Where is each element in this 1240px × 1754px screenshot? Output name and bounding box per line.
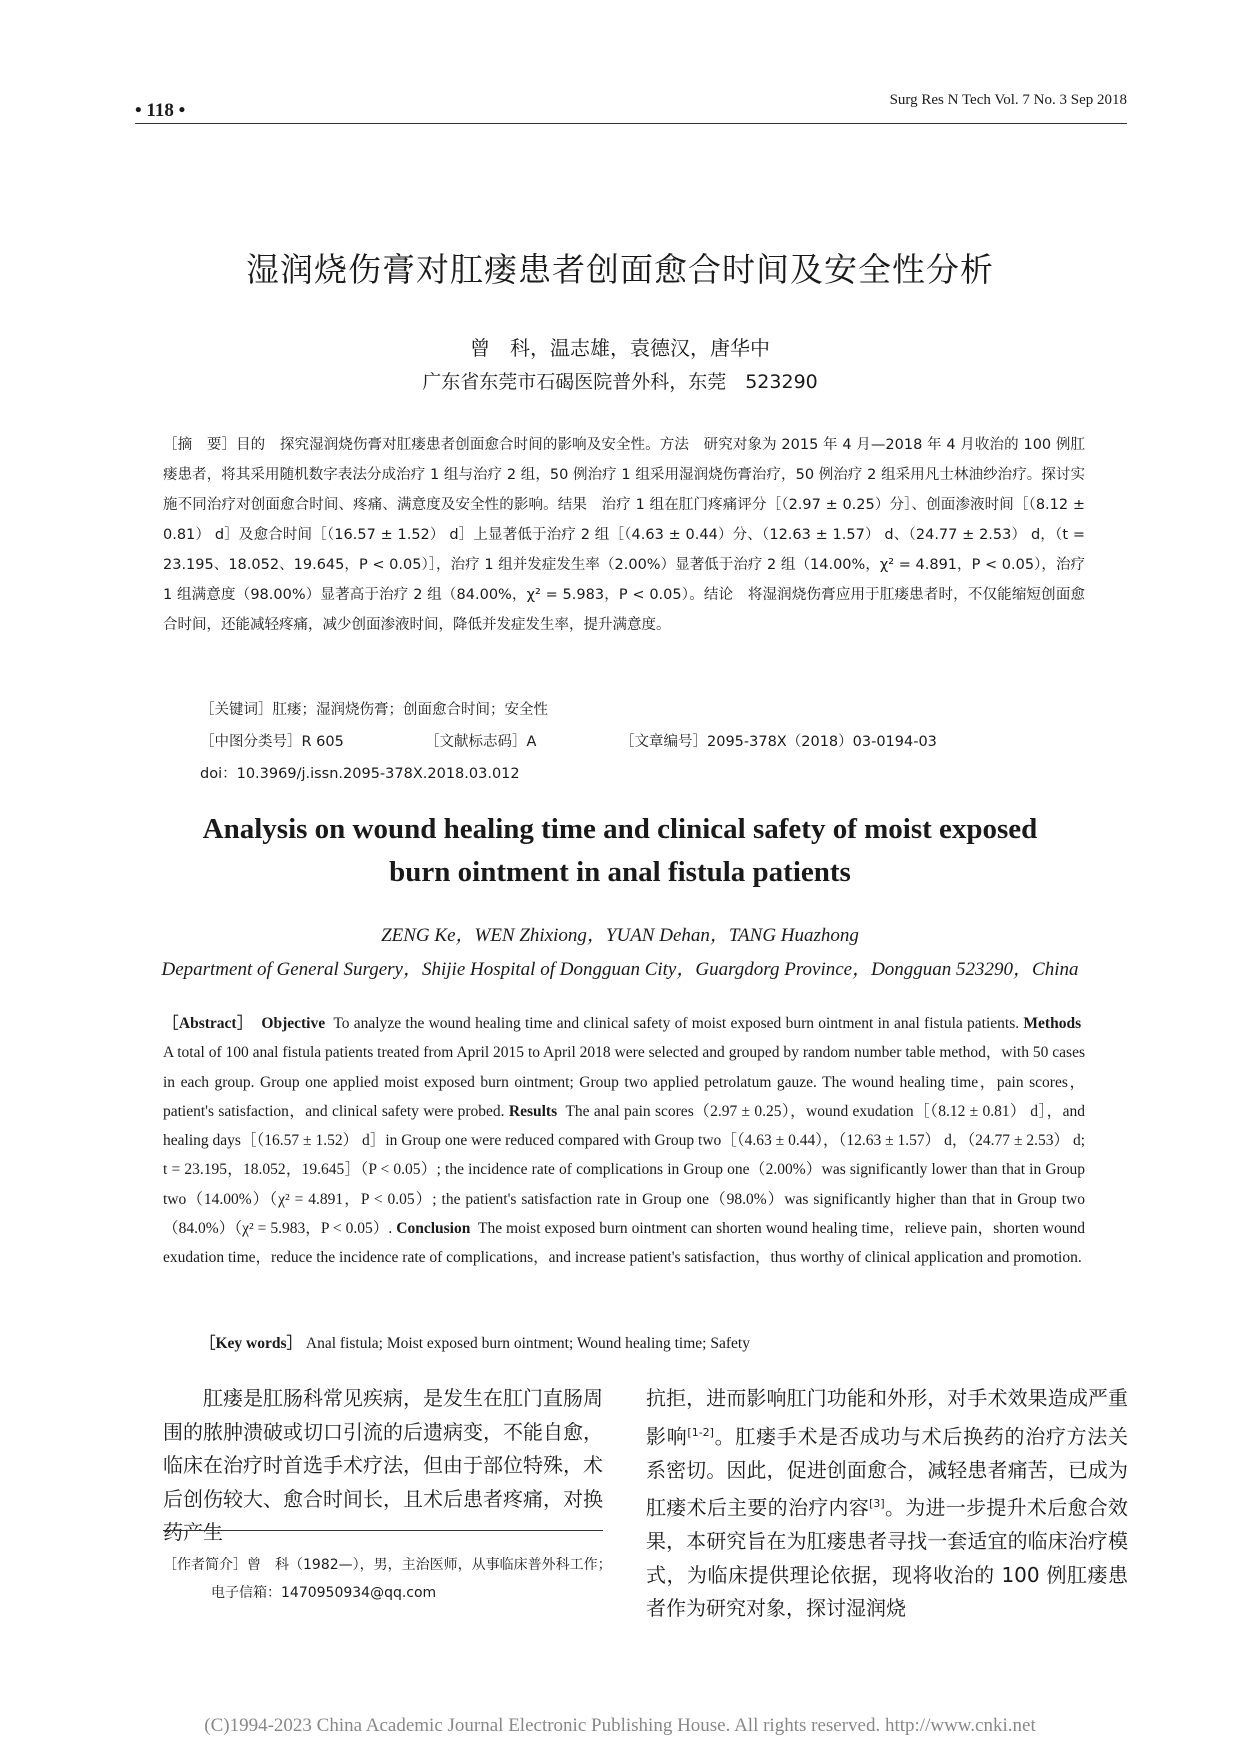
conclusion-text: The moist exposed burn ointment can shorten wound healing time，relieve pain，shorten wound exudation time，reduce the incidence rate of complications，and increase patient's satisfaction，thus worthy of clinical application and promotion. — [163, 1220, 1085, 1267]
document-code: ［文献标志码］A — [425, 734, 537, 750]
copyright-notice: (C)1994-2023 China Academic Journal Electronic Publishing House. All rights reserved. http://www.cnki.net — [204, 1715, 1036, 1736]
footnote-rule — [163, 1530, 603, 1531]
citation-ref-2: [3] — [869, 1497, 885, 1511]
header-rule — [135, 123, 1127, 124]
page-number: • 118 • — [135, 100, 186, 121]
title-english-line2: burn ointment in anal fistula patients — [389, 856, 851, 888]
doi: doi：10.3969/j.issn.2095-378X.2018.03.012 — [200, 766, 520, 782]
authors-english: ZENG Ke，WEN Zhixiong，YUAN Dehan，TANG Huazhong — [381, 925, 859, 946]
body-right-part3: 。为进一步提升术后愈合效果，本研究旨在为肛瘘患者寻找一套适宜的临床治疗模式，为临床提供理论依据，现将收治的 100 例肛瘘患者作为研究对象，探讨湿润烧 — [646, 1495, 1129, 1621]
keywords-chinese: ［关键词］肛瘘；湿润烧伤膏；创面愈合时间；安全性 — [200, 702, 548, 718]
affiliation-english: Department of General Surgery，Shijie Hospital of Dongguan City，Guargdorg Province，Dongguan 523290，China — [161, 959, 1079, 980]
keywords-english-text: Anal fistula; Moist exposed burn ointment; Wound healing time; Safety — [305, 1335, 750, 1352]
conclusion-label: Conclusion — [396, 1220, 471, 1238]
body-text-right-column — [646, 1382, 1128, 1626]
abstract-english — [163, 1009, 1085, 1273]
methods-label: Methods — [1023, 1015, 1082, 1032]
citation-ref-1: [1-2] — [687, 1425, 714, 1439]
results-label: Results — [508, 1102, 558, 1120]
article-number: ［文章编号］2095-378X（2018）03-0194-03 — [620, 734, 937, 750]
title-english-line1: Analysis on wound healing time and clinical safety of moist exposed — [202, 813, 1038, 845]
author-footnote — [163, 1551, 623, 1607]
objective-text: To analyze the wound healing time and clinical safety of moist exposed burn ointment in anal fistula patients. — [333, 1015, 1020, 1032]
results-text: The anal pain scores（2.97 ± 0.25），wound exudation［（8.12 ± 0.81） d］，and healing days［（16.57 ± 1.52） d］in Group one were reduced compared with Group two［（4.63 ± 0.44），（12.63 ± 1.57） d，（24.77 ± 2.53） d; t = 23.195，18.052，19.645］（P < 0.05）; the incidence rate of complications in Group one（2.00%）was significantly lower than that in Group two（14.00%）（χ² = 4.891，P < 0.05）; the patient's satisfaction rate in Group one（98.0%）was significantly higher than that in Group two（84.0%）（χ² = 5.983，P < 0.05）. — [163, 1102, 1085, 1238]
journal-citation: Surg Res N Tech Vol. 7 No. 3 Sep 2018 — [889, 92, 1127, 108]
affiliation-chinese: 广东省东莞市石碣医院普外科，东莞 523290 — [422, 371, 818, 393]
footnote-author-info: ［作者简介］曾 科（1982—），男，主治医师，从事临床普外科工作； — [163, 1557, 612, 1573]
methods-text: A total of 100 anal fistula patients treated from April 2015 to April 2018 were selected and grouped by random number table method，with 50 cases in each group. Group one applied moist exposed burn ointment; Group two applied petrolatum gauze. The wound healing time，pain scores，patient's satisfaction，and clinical safety were probed. — [163, 1044, 1085, 1120]
keywords-english-label: ［Key words］ — [200, 1335, 303, 1352]
title-chinese: 湿润烧伤膏对肛瘘患者创面愈合时间及安全性分析 — [246, 250, 994, 289]
clc-number: ［中图分类号］R 605 — [200, 734, 344, 750]
footnote-email: 电子信箱：1470950934@qq.com — [211, 1585, 437, 1601]
body-right-part1: 抗拒，进而影响肛门功能和外形，对手术效果造成严重影响 — [646, 1386, 1128, 1449]
abstract-label: ［Abstract］ — [163, 1015, 253, 1032]
authors-chinese: 曾 科，温志雄，袁德汉，唐华中 — [470, 336, 770, 360]
body-text-left-column: 肛瘘是肛肠科常见疾病，是发生在肛门直肠周围的脓肿溃破或切口引流的后遗病变，不能自愈，临床在治疗时首选手术疗法，但由于部位特殊，术后创伤较大、愈合时间长，且术后患者疼痛，对换药产生 — [163, 1386, 603, 1544]
body-right-part2: 。肛瘘手术是否成功与术后换药的治疗方法关系密切。因此，促进创面愈合，减轻患者痛苦，已成为肛瘘术后主要的治疗内容 — [646, 1424, 1129, 1520]
title-english — [0, 808, 1240, 894]
keywords-english — [200, 1331, 750, 1353]
abstract-chinese: ［摘 要］目的 探究湿润烧伤膏对肛瘘患者创面愈合时间的影响及安全性。方法 研究对象为 2015 年 4 月—2018 年 4 月收治的 100 例肛瘘患者，将其采用随机数字表法分成治疗 1 组与治疗 2 组，50 例治疗 1 组采用湿润烧伤膏治疗，50 例治疗 2 组采用凡士林油纱治疗。探讨实施不同治疗对创面愈合时间、疼痛、满意度及安全性的影响。结果 治疗 1 组在肛门疼痛评分［（2.97 ± 0.25）分］、创面渗液时间［（8.12 ± 0.81） d］及愈合时间［（16.57 ± 1.52） d］上显著低于治疗 2 组［（4.63 ± 0.44）分、（12.63 ± 1.57） d、（24.77 ± 2.53） d，（t = 23.195、18.052、19.645，P < 0.05）］，治疗 1 组并发症发生率（2.00%）显著低于治疗 2 组（14.00%，χ² = 4.891，P < 0.05），治疗 1 组满意度（98.00%）显著高于治疗 2 组（84.00%，χ² = 5.983，P < 0.05）。结论 将湿润烧伤膏应用于肛瘘患者时，不仅能缩短创面愈合时间，还能减轻疼痛，减少创面渗液时间，降低并发症发生率，提升满意度。 — [163, 437, 1085, 633]
objective-label: Objective — [261, 1015, 326, 1032]
